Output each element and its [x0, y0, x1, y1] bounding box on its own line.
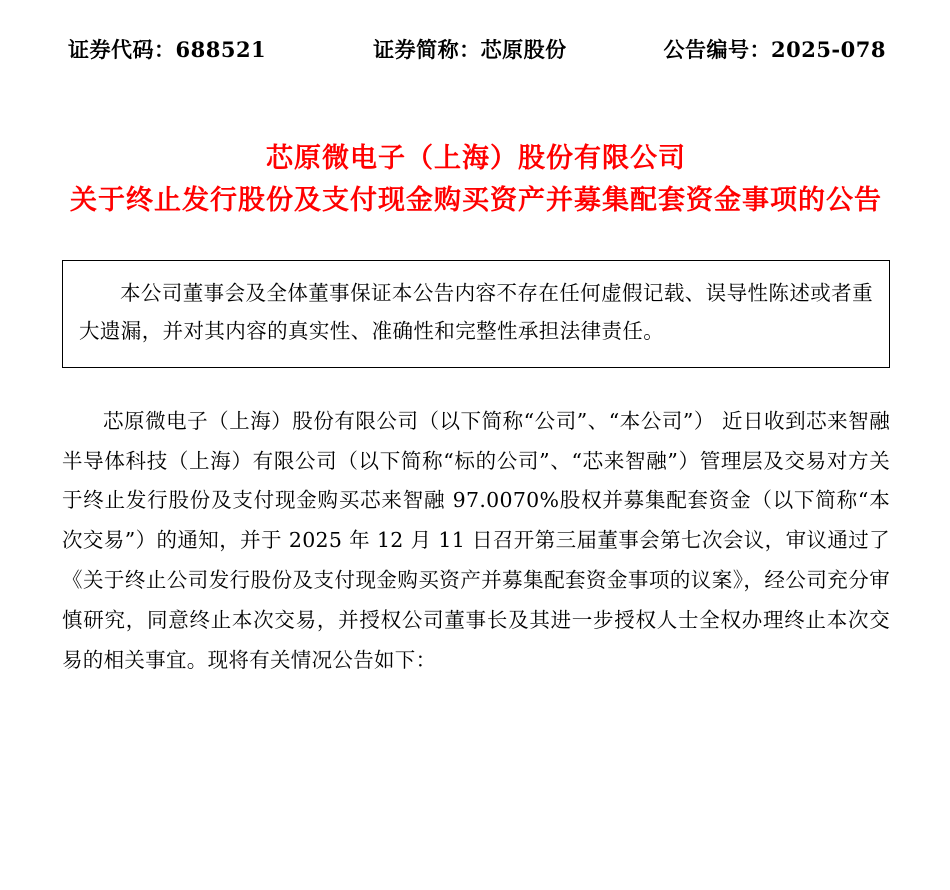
page-title [62, 138, 890, 222]
security-code: 证券代码：688521 [68, 37, 267, 62]
announcement-number: 公告编号：2025-078 [663, 37, 886, 62]
disclaimer-text: 本公司董事会及全体董事保证本公告内容不存在任何虚假记载、误导性陈述或者重大遗漏，并对其内容的真实性、准确性和完整性承担法律责任。 [79, 280, 873, 343]
document-body [62, 402, 890, 682]
title-line-subject: 关于终止发行股份及支付现金购买资产并募集配套资金事项的公告 [70, 184, 882, 216]
title-line-company: 芯原微电子（上海）股份有限公司 [266, 143, 686, 174]
body-paragraph-1: 芯原微电子（上海）股份有限公司（以下简称“公司”、“本公司”） 近日收到芯来智融半导体科技（上海）有限公司（以下简称“标的公司”、“芯来智融”）管理层及交易对方关于终止发行股份及支付现金购买芯来智融 97.0070%股权并募集配套资金（以下简称“本次交易”）的通知，并于 2025 年 12 月 11 日召开第三届董事会第七次会议，审议通过了《关于终止公司发行股份及支付现金购买资产并募集配套资金事项的议案》，经公司充分审慎研究，同意终止本次交易，并授权公司董事长及其进一步授权人士全权办理终止本次交易的相关事宜。现将有关情况公告如下： [62, 408, 890, 673]
security-name: 证券简称：芯原股份 [373, 37, 567, 62]
disclaimer-box [62, 260, 890, 368]
document-header [62, 34, 890, 64]
